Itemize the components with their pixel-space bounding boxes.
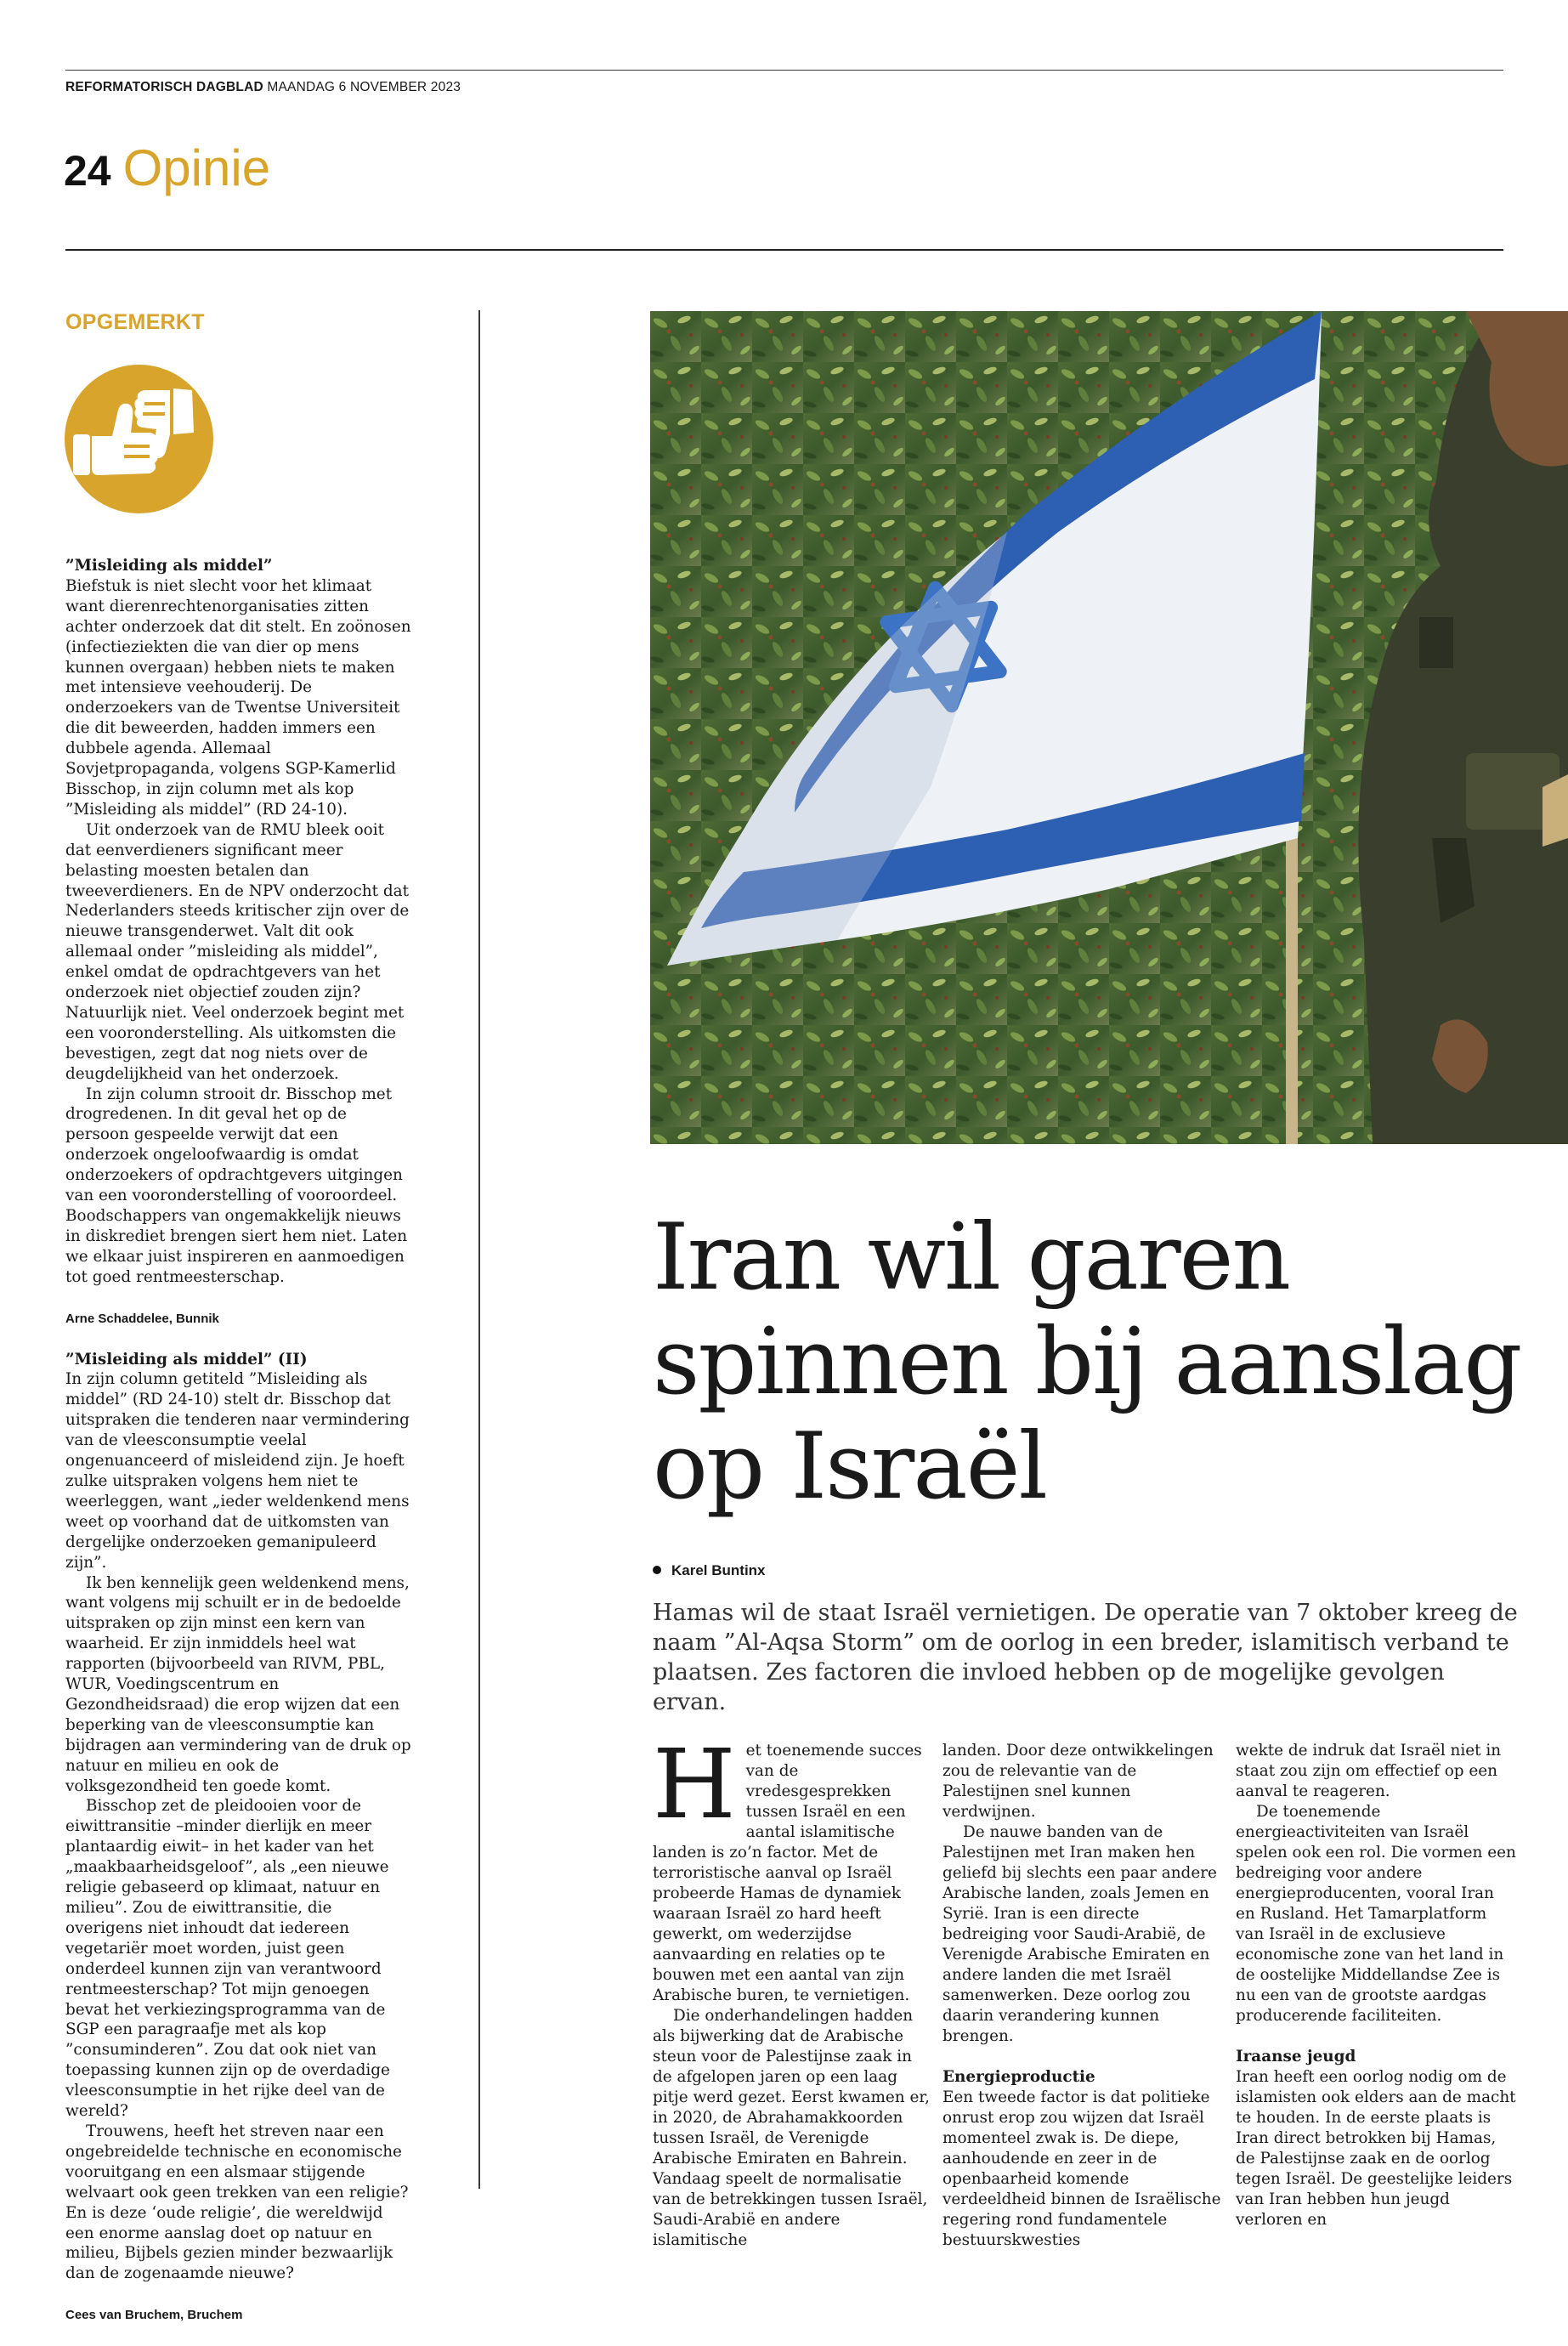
- letter-signature: Cees van Bruchem, Bruchem: [65, 2308, 243, 2323]
- sidebar-kicker: OPGEMERKT: [65, 310, 205, 334]
- top-rule: [65, 70, 1503, 71]
- article-paragraph: Het toenemende succes van de vredesgesprekken tussen Israël en een aantal islamitische landen is zo’n factor. Met de terroristische aanval op Israël probeerde Hamas de dynamiek waaraan Israël zo hard heeft gewerkt, om wederzijdse aanvaarding en relaties op te bouwen met een aantal van zijn Arabische buren, te vernietigen.: [653, 1730, 922, 2004]
- byline: [653, 1562, 766, 1579]
- page-header: [64, 139, 271, 196]
- article-paragraph: landen. Door deze ontwikkelingen zou de relevantie van de Palestijnen snel kunnen verdwijnen.: [942, 1742, 1214, 1821]
- article-paragraph: De toenemende energieactiviteiten van Israël spelen ook een rol. Die vormen een bedreiging voor andere energieproducenten, vooral Iran en Rusland. Het Tamarplatform van Israël in de exclusieve economische zone van het land in de oostelijke Middellandse Zee is nu een van de grootste aardgas producerende faciliteiten.: [1236, 1803, 1516, 2025]
- article-paragraph: Iran heeft een oorlog nodig om de islamisten ook elders aan de macht te houden. In de eerste plaats is Iran direct betrokken bij Hamas, de Palestijnse zaak en de oorlog tegen Israël. De geestelijke leiders van Iran hebben hun jeugd verloren en: [1236, 2068, 1516, 2229]
- letter-paragraph: In zijn column getiteld ”Misleiding als middel” (RD 24-10) stelt dr. Bisschop dat uitspraken die tenderen naar vermindering van de vleesconsumptie veelal ongenuanceerd of misleidend zijn. Je hoeft zulke uitspraken volgens hem niet te weerleggen, want „ieder weldenkend mens weet op voorhand dat de uitkomsten van dergelijke onderzoeken gemanipuleerd zijn”.: [65, 1370, 410, 1572]
- article-subhead: Iraanse jeugd: [1236, 2048, 1356, 2066]
- column-divider: [478, 310, 480, 2189]
- paper-name: REFORMATORISCH DAGBLAD: [65, 80, 263, 94]
- article-paragraph: Die onderhandelingen hadden als bijwerking dat de Arabische steun voor de Palestijnse zaak in de afgelopen jaren op een laag pitje werd gezet. Eerst kwamen er, in 2020, de Abrahamakkoorden tussen Israël, de Verenigde Arabische Emiraten en Bahrein. Vandaag speelt de normalisatie van de betrekkingen tussen Israël, Saudi-Arabië en andere islamitische: [653, 2007, 930, 2249]
- dropcap: H: [653, 1730, 736, 1840]
- letter: [65, 556, 412, 1329]
- letter-paragraph: Uit onderzoek van de RMU bleek ooit dat eenverdieners significant meer belasting moesten betalen dan tweeverdieners. En de NPV onderzocht dat Nederlanders steeds kritischer zijn over de nieuwe transgenderwet. Valt dit ook allemaal onder ”misleiding als middel”, enkel omdat de opdrachtgevers van het onderzoek niet objectief zouden zijn? Natuurlijk niet. Veel onderzoek begint met een vooronderstelling. Als uitkomsten die bevestigen, zegt dat nog niets over de deugdelijkheid van het onderzoek.: [65, 820, 410, 1083]
- article-column-1: [653, 1730, 933, 2251]
- israeli-flag-photo: [650, 311, 1568, 1144]
- article-paragraph: De nauwe banden van de Palestijnen met Iran maken hen geliefd bij slechts een paar andere Arabische landen, zoals Jemen en Syrië. Iran is een directe bedreiging voor Saudi-Arabië, de Verenigde Arabische Emiraten en andere landen die met Israël samenwerken. Deze oorlog zou daarin verandering kunnen brengen.: [942, 1823, 1217, 2045]
- header-rule: [65, 249, 1503, 251]
- masthead: [65, 80, 461, 95]
- letter-paragraph: In zijn column strooit dr. Bisschop met drogredenen. In dit geval het op de persoon gespeelde verwijt dat een onderzoek ongeloofwaardig is omdat onderzoekers of opdrachtgevers uitgingen van een vooronderstelling of vooroordeel. Boodschappers van ongemakkelijk nieuws in diskrediet brengen siert hem niet. Laten we elkaar juist inspireren en aanmoedigen tot goed rentmeesterschap.: [65, 1085, 408, 1286]
- section-title: Opinie: [122, 139, 271, 196]
- article-subhead: Energieproductie: [942, 2068, 1095, 2086]
- author-name: Karel Buntinx: [671, 1562, 766, 1578]
- article-intro: Hamas wil de staat Israël vernietigen. De operatie van 7 oktober kreeg de naam ”Al-Aqsa Storm” om de oorlog in een breder, islamitisch verband te plaatsen. Zes factoren die invloed hebben op de mogelijke gevolgen ervan.: [653, 1600, 1518, 1715]
- bullet-icon: [653, 1566, 661, 1574]
- letter-title: ”Misleiding als middel”: [65, 557, 273, 575]
- letter-paragraph: Bisschop zet de pleidooien voor de eiwittransitie –minder dierlijk en meer plantaardig eiwit– in het kader van het „maakbaarheidsgeloof”, als „een nieuwe religie gebaseerd op klimaat, natuur en milieu”. Zou de eiwittransitie, die overigens niet inhoudt dat iedereen vegetariër moet worden, juist geen onderdeel kunnen zijn van verantwoord rentmeesterschap? Tot mijn genoegen bevat het verkiezingsprogramma van de SGP een paragraafje met als kop ”consuminderen”. Zou dat ook niet van toepassing kunnen zijn op de overdadige vleesconsumptie in het rijke deel van de wereld?: [65, 1797, 390, 2121]
- letters-column: [65, 556, 412, 2346]
- thumbs-up-down-icon: [65, 365, 213, 513]
- headline: Iran wil garen spinnen bij aanslag op Israël: [653, 1204, 1521, 1520]
- letter-title: ”Misleiding als middel” (II): [65, 1350, 308, 1368]
- letter-paragraph: Ik ben kennelijk geen weldenkend mens, want volgens mij schuilt er in de bedoelde uitspraken op zijn minst een kern van waarheid. Er zijn inmiddels heel wat rapporten (bijvoorbeeld van RIVM, PBL, WUR, Voedingscentrum en Gezondheidsraad) die erop wijzen dat een beperking van de vleesconsumptie kan bijdragen aan vermindering van de druk op natuur en milieu en ook de volksgezondheid ten goede komt.: [65, 1573, 411, 1795]
- issue-date: MAANDAG 6 NOVEMBER 2023: [267, 80, 461, 94]
- letter: [65, 1350, 412, 2326]
- article-paragraph: wekte de indruk dat Israël niet in staat zou zijn om effectief op een aanval te reageren.: [1236, 1742, 1502, 1800]
- article-paragraph: Een tweede factor is dat politieke onrust erop zou wijzen dat Israël momenteel zwak is. De diepe, aanhoudende en zeer in de openbaarheid komende verdeeldheid binnen de Israëlische regering rond fundamentele bestuurskwesties: [942, 2088, 1221, 2249]
- article-column-2: [942, 1741, 1223, 2251]
- letter-paragraph: Trouwens, heeft het streven naar een ongebreidelde technische en economische vooruitgang en een alsmaar stijgende welvaart ook geen trekken van een religie? En is deze ‘oude religie’, die wereldwijd een enorme aanslag doet op natuur en milieu, Bijbels gezien minder bezwaarlijk dan de zogenaamde nieuwe?: [65, 2122, 409, 2283]
- article-column-3: [1236, 1741, 1516, 2230]
- letter-paragraph: Biefstuk is niet slecht voor het klimaat want dierenrechtenorganisaties zitten achter onderzoek dat dit stelt. En zoönosen (infectieziekten die van dier op mens kunnen overgaan) hebben niets te maken met intensieve veehouderij. De onderzoekers van de Twentse Universiteit die dit beweerden, hadden immers een dubbele agenda. Allemaal Sovjetpropaganda, volgens SGP-Kamerlid Bisschop, in zijn column met als kop ”Misleiding als middel” (RD 24-10).: [65, 576, 411, 819]
- letter-signature: Arne Schaddelee, Bunnik: [65, 1311, 219, 1326]
- page-number: 24: [64, 147, 111, 195]
